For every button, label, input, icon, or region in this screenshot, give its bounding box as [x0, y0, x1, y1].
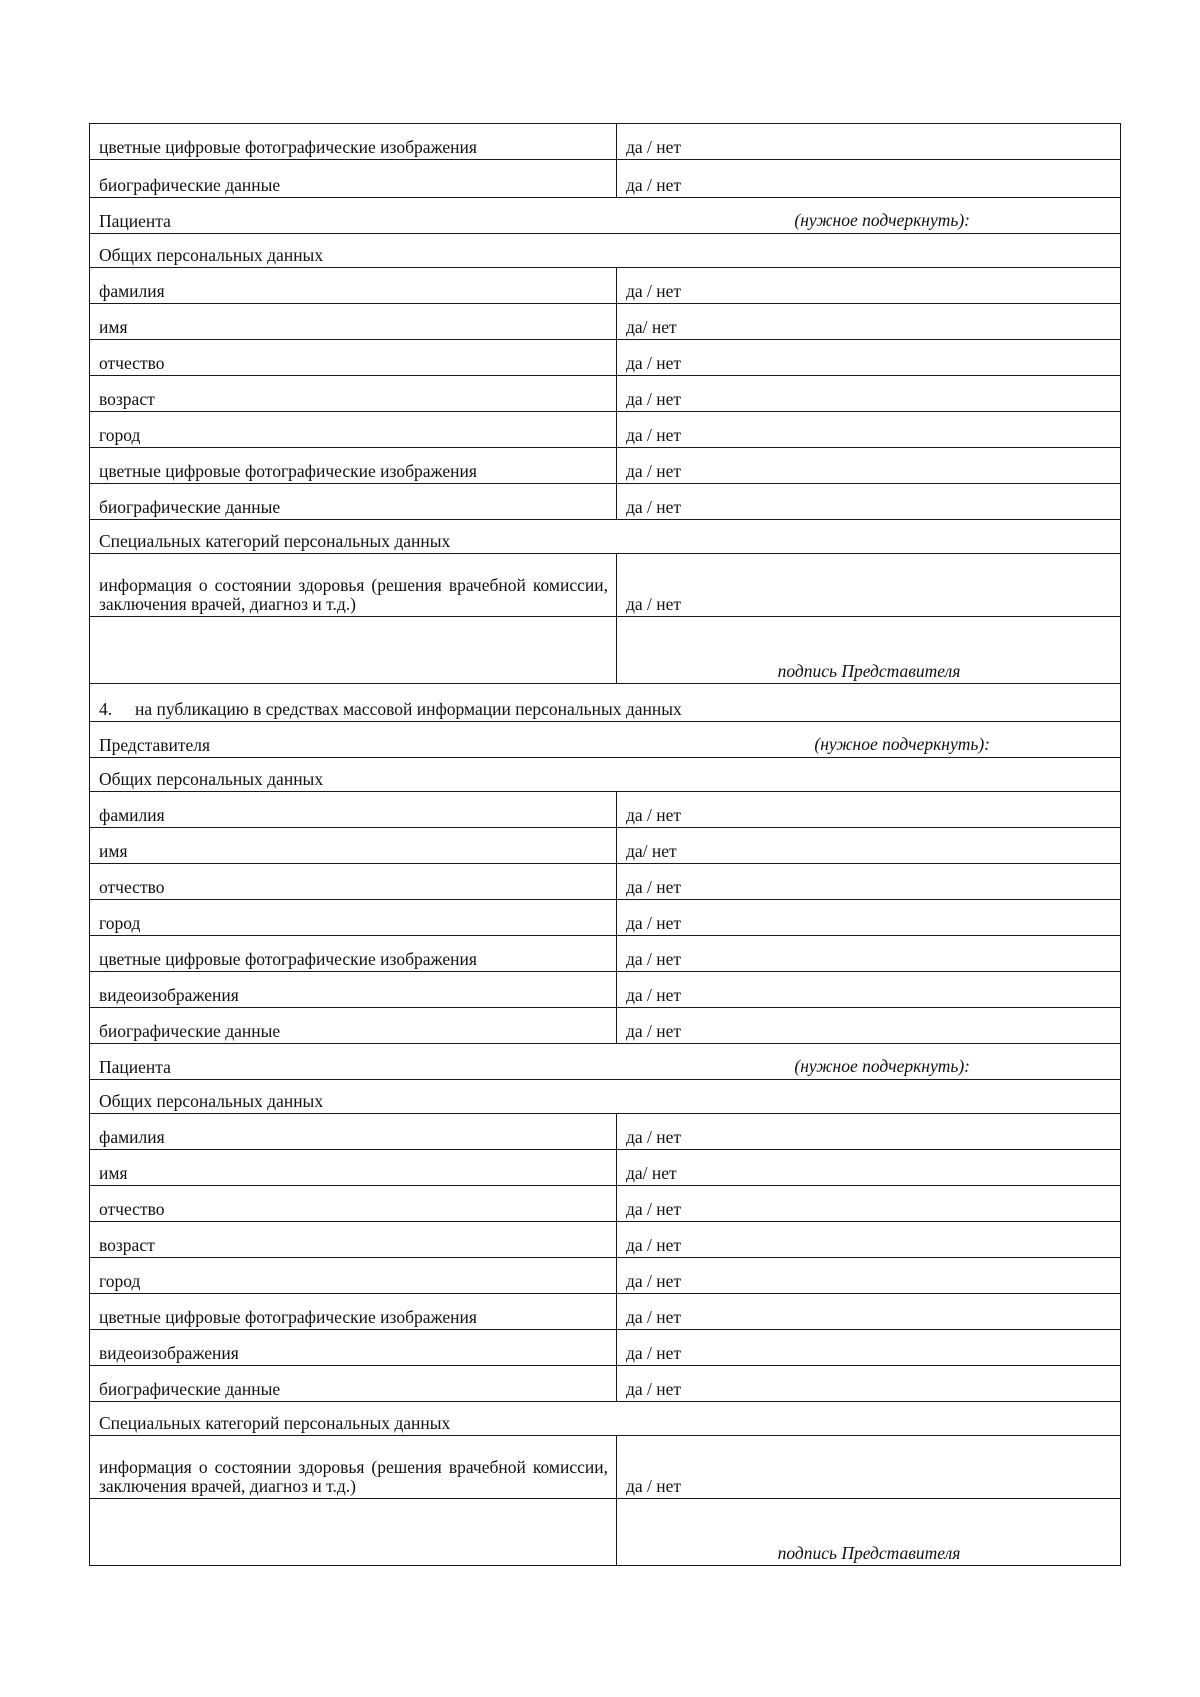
row-label: фамилия [90, 268, 617, 304]
table-row [90, 448, 1121, 484]
signature-blank [90, 1499, 617, 1566]
signature-row [90, 1499, 1121, 1566]
health-info-label: информация о состоянии здоровья (решения врачебной комиссии, заключения врачей, диагноз и т.д.) [90, 1436, 617, 1499]
table-row [90, 1008, 1121, 1044]
table-row [90, 1150, 1121, 1186]
yes-no-option[interactable]: да / нет [617, 792, 1121, 828]
row-label: цветные цифровые фотографические изображения [90, 936, 617, 972]
table-row [90, 972, 1121, 1008]
yes-no-option[interactable]: да / нет [617, 340, 1121, 376]
yes-no-option[interactable]: да / нет [617, 412, 1121, 448]
row-label: фамилия [90, 1114, 617, 1150]
row-label: биографические данные [90, 484, 617, 520]
row-label: видеоизображения [90, 1330, 617, 1366]
section-title-row [90, 684, 1121, 722]
table-row [90, 340, 1121, 376]
yes-no-option[interactable]: да / нет [617, 1366, 1121, 1402]
underline-hint: (нужное подчеркнуть): [814, 734, 990, 754]
special-heading-row [90, 1402, 1121, 1436]
special-heading-row [90, 520, 1121, 554]
table-row [90, 554, 1121, 617]
table-row [90, 376, 1121, 412]
yes-no-option[interactable]: да / нет [617, 900, 1121, 936]
row-label: цветные цифровые фотографические изображения [90, 1294, 617, 1330]
yes-no-option[interactable]: да / нет [617, 124, 1121, 160]
consent-form-table [89, 123, 1121, 1566]
health-info-label: информация о состоянии здоровья (решения врачебной комиссии, заключения врачей, диагноз и т.д.) [90, 554, 617, 617]
yes-no-option[interactable]: да/ нет [617, 828, 1121, 864]
table-row [90, 1114, 1121, 1150]
row-label: отчество [90, 864, 617, 900]
general-heading-row [90, 234, 1121, 268]
table-row [90, 268, 1121, 304]
general-data-heading: Общих персональных данных [90, 758, 1121, 792]
row-label: отчество [90, 340, 617, 376]
row-label: город [90, 412, 617, 448]
patient-heading-row [90, 1044, 1121, 1080]
yes-no-option[interactable]: да / нет [617, 1186, 1121, 1222]
yes-no-option[interactable]: да / нет [617, 972, 1121, 1008]
section-title [90, 684, 1121, 722]
section-heading-cell [90, 1044, 1121, 1080]
yes-no-option[interactable]: да / нет [617, 554, 1121, 617]
yes-no-option[interactable]: да / нет [617, 160, 1121, 198]
patient-heading: Пациента [99, 211, 171, 231]
row-label: имя [90, 304, 617, 340]
yes-no-option[interactable]: да / нет [617, 448, 1121, 484]
patient-heading: Пациента [99, 1057, 171, 1077]
row-label: цветные цифровые фотографические изображения [90, 124, 617, 160]
table-row [90, 412, 1121, 448]
row-label: город [90, 900, 617, 936]
yes-no-option[interactable]: да / нет [617, 1008, 1121, 1044]
table-row [90, 828, 1121, 864]
general-data-heading: Общих персональных данных [90, 1080, 1121, 1114]
table-row [90, 124, 1121, 160]
section-number: 4. [99, 699, 113, 719]
general-data-heading: Общих персональных данных [90, 234, 1121, 268]
general-heading-row [90, 1080, 1121, 1114]
representative-heading: Представителя [99, 735, 211, 755]
signature-row [90, 617, 1121, 684]
yes-no-option[interactable]: да / нет [617, 1258, 1121, 1294]
yes-no-option[interactable]: да/ нет [617, 304, 1121, 340]
row-label: город [90, 1258, 617, 1294]
table-row [90, 900, 1121, 936]
general-heading-row [90, 758, 1121, 792]
row-label: биографические данные [90, 160, 617, 198]
table-row [90, 792, 1121, 828]
row-label: возраст [90, 376, 617, 412]
table-row [90, 1186, 1121, 1222]
section-heading-cell [90, 198, 1121, 234]
table-row [90, 1330, 1121, 1366]
yes-no-option[interactable]: да / нет [617, 1222, 1121, 1258]
yes-no-option[interactable]: да / нет [617, 376, 1121, 412]
yes-no-option[interactable]: да / нет [617, 1330, 1121, 1366]
row-label: цветные цифровые фотографические изображения [90, 448, 617, 484]
section-heading-cell [90, 722, 1121, 758]
row-label: отчество [90, 1186, 617, 1222]
special-data-heading: Специальных категорий персональных данных [90, 1402, 1121, 1436]
row-label: биографические данные [90, 1008, 617, 1044]
row-label: биографические данные [90, 1366, 617, 1402]
yes-no-option[interactable]: да / нет [617, 1294, 1121, 1330]
yes-no-option[interactable]: да / нет [617, 484, 1121, 520]
table-row [90, 864, 1121, 900]
yes-no-option[interactable]: да / нет [617, 1436, 1121, 1499]
underline-hint: (нужное подчеркнуть): [794, 210, 970, 230]
signature-blank [90, 617, 617, 684]
signature-label: подпись Представителя [617, 1499, 1121, 1566]
special-data-heading: Специальных категорий персональных данных [90, 520, 1121, 554]
table-row [90, 1222, 1121, 1258]
table-row [90, 1366, 1121, 1402]
row-label: имя [90, 1150, 617, 1186]
row-label: имя [90, 828, 617, 864]
table-row [90, 1436, 1121, 1499]
yes-no-option[interactable]: да/ нет [617, 1150, 1121, 1186]
yes-no-option[interactable]: да / нет [617, 268, 1121, 304]
row-label: видеоизображения [90, 972, 617, 1008]
table-row [90, 1258, 1121, 1294]
patient-heading-row [90, 198, 1121, 234]
representative-heading-row [90, 722, 1121, 758]
yes-no-option[interactable]: да / нет [617, 936, 1121, 972]
table-row [90, 936, 1121, 972]
section-title-text: на публикацию в средствах массовой информации персональных данных [135, 699, 682, 719]
yes-no-option[interactable]: да / нет [617, 864, 1121, 900]
table-row [90, 160, 1121, 198]
row-label: возраст [90, 1222, 617, 1258]
yes-no-option[interactable]: да / нет [617, 1114, 1121, 1150]
row-label: фамилия [90, 792, 617, 828]
table-row [90, 484, 1121, 520]
table-row [90, 304, 1121, 340]
table-row [90, 1294, 1121, 1330]
signature-label: подпись Представителя [617, 617, 1121, 684]
underline-hint: (нужное подчеркнуть): [794, 1056, 970, 1076]
